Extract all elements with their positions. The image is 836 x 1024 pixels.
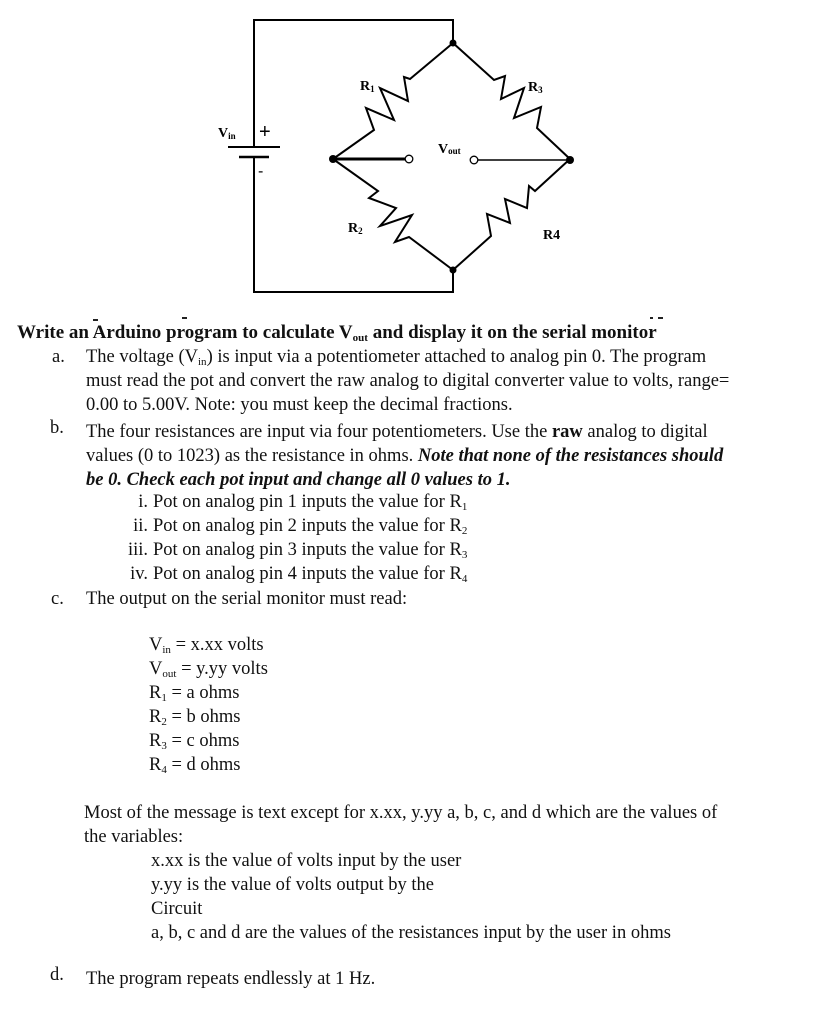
resistor-r3	[453, 43, 570, 159]
item-a-line3: 0.00 to 5.00V. Note: you must keep the decimal fractions.	[86, 395, 513, 415]
item-a-line2: must read the pot and convert the raw analog to digital converter value to volts, range=	[86, 371, 730, 391]
subitem-i: Pot on analog pin 1 inputs the value for $R_1$	[153, 492, 468, 513]
subitem-marker: iv.	[130, 564, 148, 584]
subitem-marker: i.	[138, 492, 148, 512]
item-b-line2: values (0 to 1023) as the resistance in ohms. Note that none of the resistances should	[86, 446, 724, 466]
scan-mark	[93, 319, 98, 321]
resistor-r2	[333, 159, 453, 270]
r2-label: R	[348, 221, 359, 236]
vout-terminal-left	[405, 155, 413, 163]
output-line-r3: $R_3 = c$ ohms	[149, 731, 240, 752]
item-b-line3: be 0. Check each pot input and change all 0 values to 1.	[86, 470, 511, 490]
output-line-vout: $V_{out} = y.yy$ volts	[149, 659, 268, 680]
item-a-line1: The voltage $(V_{in})$ is input via a potentiometer attached to analog pin 0. The program	[86, 347, 707, 368]
definition-item: y.yy is the value of volts output by the	[151, 875, 434, 895]
subitem-marker: iii.	[127, 540, 148, 560]
vout-terminal-right	[470, 156, 478, 164]
svg-text:R3: R3	[528, 80, 543, 95]
item-c-text: The output on the serial monitor must read:	[86, 589, 408, 609]
r1-label: R	[360, 79, 371, 94]
scan-mark	[658, 317, 663, 319]
node-top	[450, 40, 457, 47]
definition-item: x.xx is the value of volts input by the user	[151, 851, 462, 871]
output-line-r4: $R_4 = d$ ohms	[149, 755, 241, 776]
plus-sign: +	[259, 121, 271, 143]
scan-mark	[650, 317, 653, 319]
minus-sign: -	[258, 163, 264, 180]
item-marker: d.	[50, 965, 64, 985]
node-bottom	[450, 267, 457, 274]
resistor-r1	[333, 43, 453, 159]
output-line-r2: $R_2 = b$ ohms	[149, 707, 241, 728]
subitem-ii: Pot on analog pin 2 inputs the value for $R_2$	[153, 516, 468, 537]
svg-text:R1: R1	[360, 79, 375, 94]
output-line-r1: $R_1 = a$ ohms	[149, 683, 240, 704]
item-marker: a.	[52, 347, 65, 367]
scan-mark	[182, 317, 187, 319]
definition-item: a, b, c and d are the values of the resistances input by the user in ohms	[151, 923, 671, 943]
vout-label: V	[438, 142, 449, 157]
note-line1: Most of the message is text except for x.xx, y.yy a, b, c, and d which are the values of	[84, 803, 718, 823]
item-marker: b.	[50, 418, 64, 438]
subitem-marker: ii.	[133, 516, 148, 536]
r4-label: R4	[543, 228, 561, 243]
output-line-vin: $V_{in} = x.xx$ volts	[149, 635, 264, 656]
node-right	[566, 156, 574, 164]
page-title: Write an Arduino program to calculate $V_{out}$ and display it on the serial monitor	[17, 322, 657, 344]
note-line2: the variables:	[84, 827, 184, 847]
r3-label: R	[528, 80, 539, 95]
wheatstone-bridge-diagram	[0, 0, 836, 300]
item-marker: c.	[51, 589, 64, 609]
svg-text:Vin: Vin	[218, 126, 236, 141]
definition-item: Circuit	[151, 899, 203, 919]
svg-text:R2: R2	[348, 221, 363, 236]
item-d-text: The program repeats endlessly at 1 Hz.	[86, 969, 376, 989]
svg-text:Vout: Vout	[438, 142, 461, 157]
subitem-iii: Pot on analog pin 3 inputs the value for $R_3$	[153, 540, 468, 561]
vin-label: V	[218, 126, 229, 141]
subitem-iv: Pot on analog pin 4 inputs the value for $R_4$	[153, 564, 468, 585]
node-left	[329, 155, 337, 163]
item-b-line1: The four resistances are input via four potentiometers. Use the raw analog to digital	[86, 422, 708, 442]
resistor-r4	[453, 159, 570, 270]
